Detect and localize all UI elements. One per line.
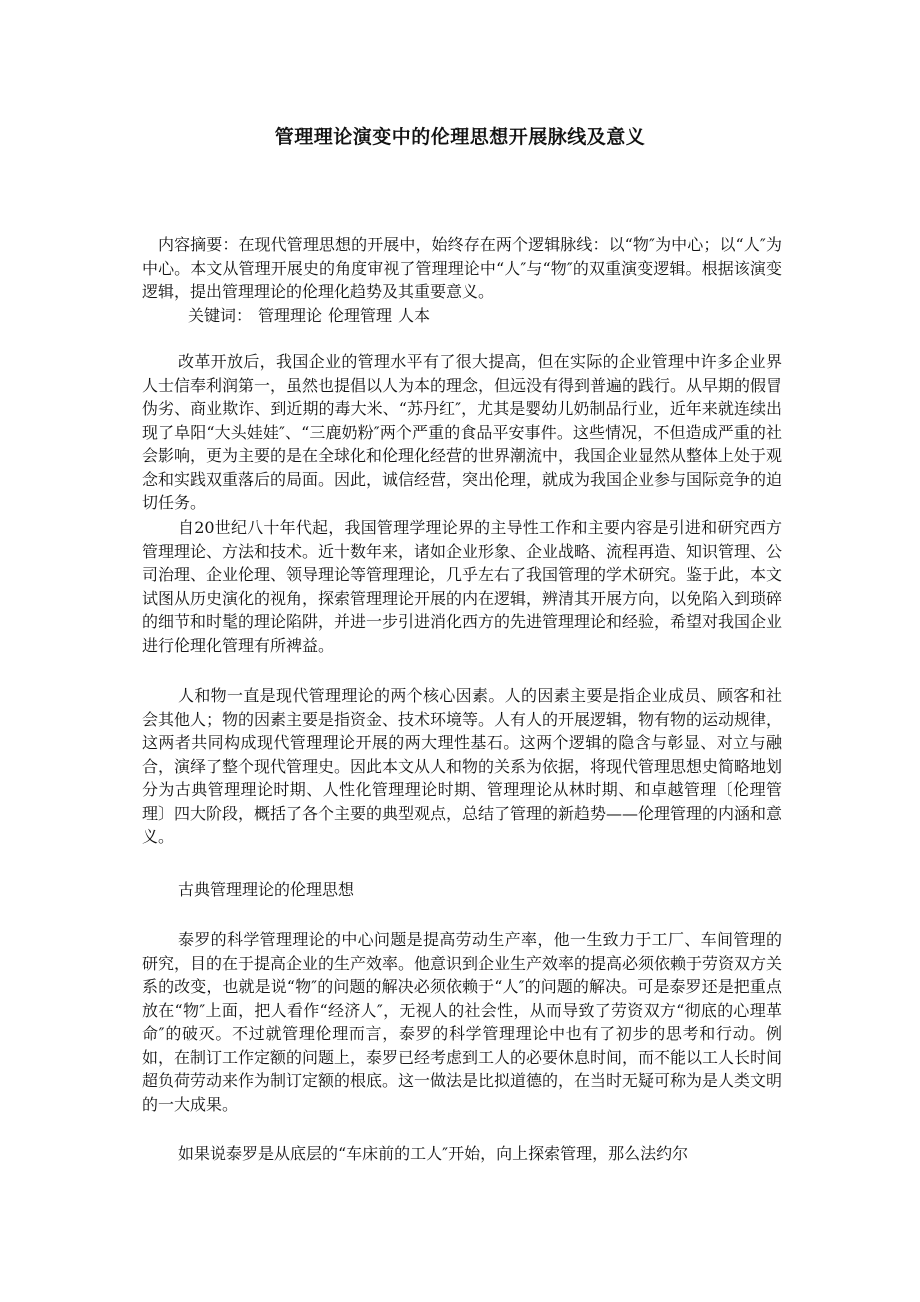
keyword-item: 管理理论 (258, 306, 323, 325)
keywords-label: 关键词： (188, 306, 253, 325)
body-paragraph: 人和物一直是现代管理理论的两个核心因素。人的因素主要是指企业成员、顾客和社会其他人；物的因素主要是指资金、技术环境等。人有人的开展逻辑，物有物的运动规律，这两者共同构成现代管理理论开展的两大理性基石。这两个逻辑的隐含与彰显、对立与融合，演绎了整个现代管理史。因此本文从人和物的关系为依据，将现代管理思想史简略地划分为古典管理理论时期、人性化管理理论时期、管理理论从林时期、和卓越管理〔伦理管理〕四大阶段，概括了各个主要的典型观点，总结了管理的新趋势——伦理管理的内涵和意义。 (142, 686, 783, 846)
abstract-paragraph: 内容摘要：在现代管理思想的开展中，始终存在两个逻辑脉线：以“物″为中心；以“人″为中心。本文从管理开展史的角度审视了管理理论中“人″与“物″的双重演变逻辑。根据该演变逻辑，提出管理理论的伦理化趋势及其重要意义。 (142, 235, 782, 301)
section-heading: 古典管理理论的伦理思想 (178, 880, 355, 899)
section-paragraph: 如果说泰罗是从底层的“车床前的工人″开始，向上探索管理，那么法约尔 (178, 1144, 689, 1163)
body-paragraph: 自20世纪八十年代起，我国管理学理论界的主导性工作和主要内容是引进和研究西方管理理论、方法和技术。近十数年来，诸如企业形象、企业战略、流程再造、知识管理、公司治理、企业伦理、领导理论等管理理论，几乎左右了我国管理的学术研究。鉴于此，本文试图从历史演化的视角，探索管理理论开展的内在逻辑，辨清其开展方向，以免陷入到琐碎的细节和时髦的理论陷阱，并进一步引进消化西方的先进管理理论和经验，希望对我国企业进行伦理化管理有所裨益。 (142, 518, 783, 655)
keyword-item: 伦理管理 (328, 306, 393, 325)
document-title: 管理理论演变中的伦理思想开展脉线及意义 (274, 126, 646, 148)
keywords-line (142, 304, 828, 328)
body-paragraph: 改革开放后，我国企业的管理水平有了很大提高，但在实际的企业管理中许多企业界人士信奉利润第一，虽然也提倡以人为本的理念，但远没有得到普遍的践行。从早期的假冒伪劣、商业欺诈、到近期的毒大米、“苏丹红″，尤其是婴幼儿奶制品行业，近年来就连续出现了阜阳“大头娃娃″、“三鹿奶粉″两个严重的食品平安事件。这些情况，不但造成严重的社会影响，更为主要的是在全球化和伦理化经营的世界潮流中，我国企业显然从整体上处于观念和实践双重落后的局面。因此，诚信经营，突出伦理，就成为我国企业参与国际竞争的迫切任务。 (142, 352, 783, 512)
keyword-item: 人本 (398, 306, 431, 325)
section-paragraph: 泰罗的科学管理理论的中心问题是提高劳动生产率，他一生致力于工厂、车间管理的研究，目的在于提高企业的生产效率。他意识到企业生产效率的提高必须依赖于劳资双方关系的改变，也就是说“物″的问题的解决必须依赖于“人″的问题的解决。可是泰罗还是把重点放在“物″上面，把人看作“经济人″，无视人的社会性，从而导致了劳资双方“彻底的心理革命″的破灭。不过就管理伦理而言，泰罗的科学管理理论中也有了初步的思考和行动。例如，在制订工作定额的问题上，泰罗已经考虑到工人的必要休息时间，而不能以工人长时间超负荷劳动来作为制订定额的根底。这一做法是比拟道德的，在当时无疑可称为是人类文明的一大成果。 (142, 930, 783, 1114)
